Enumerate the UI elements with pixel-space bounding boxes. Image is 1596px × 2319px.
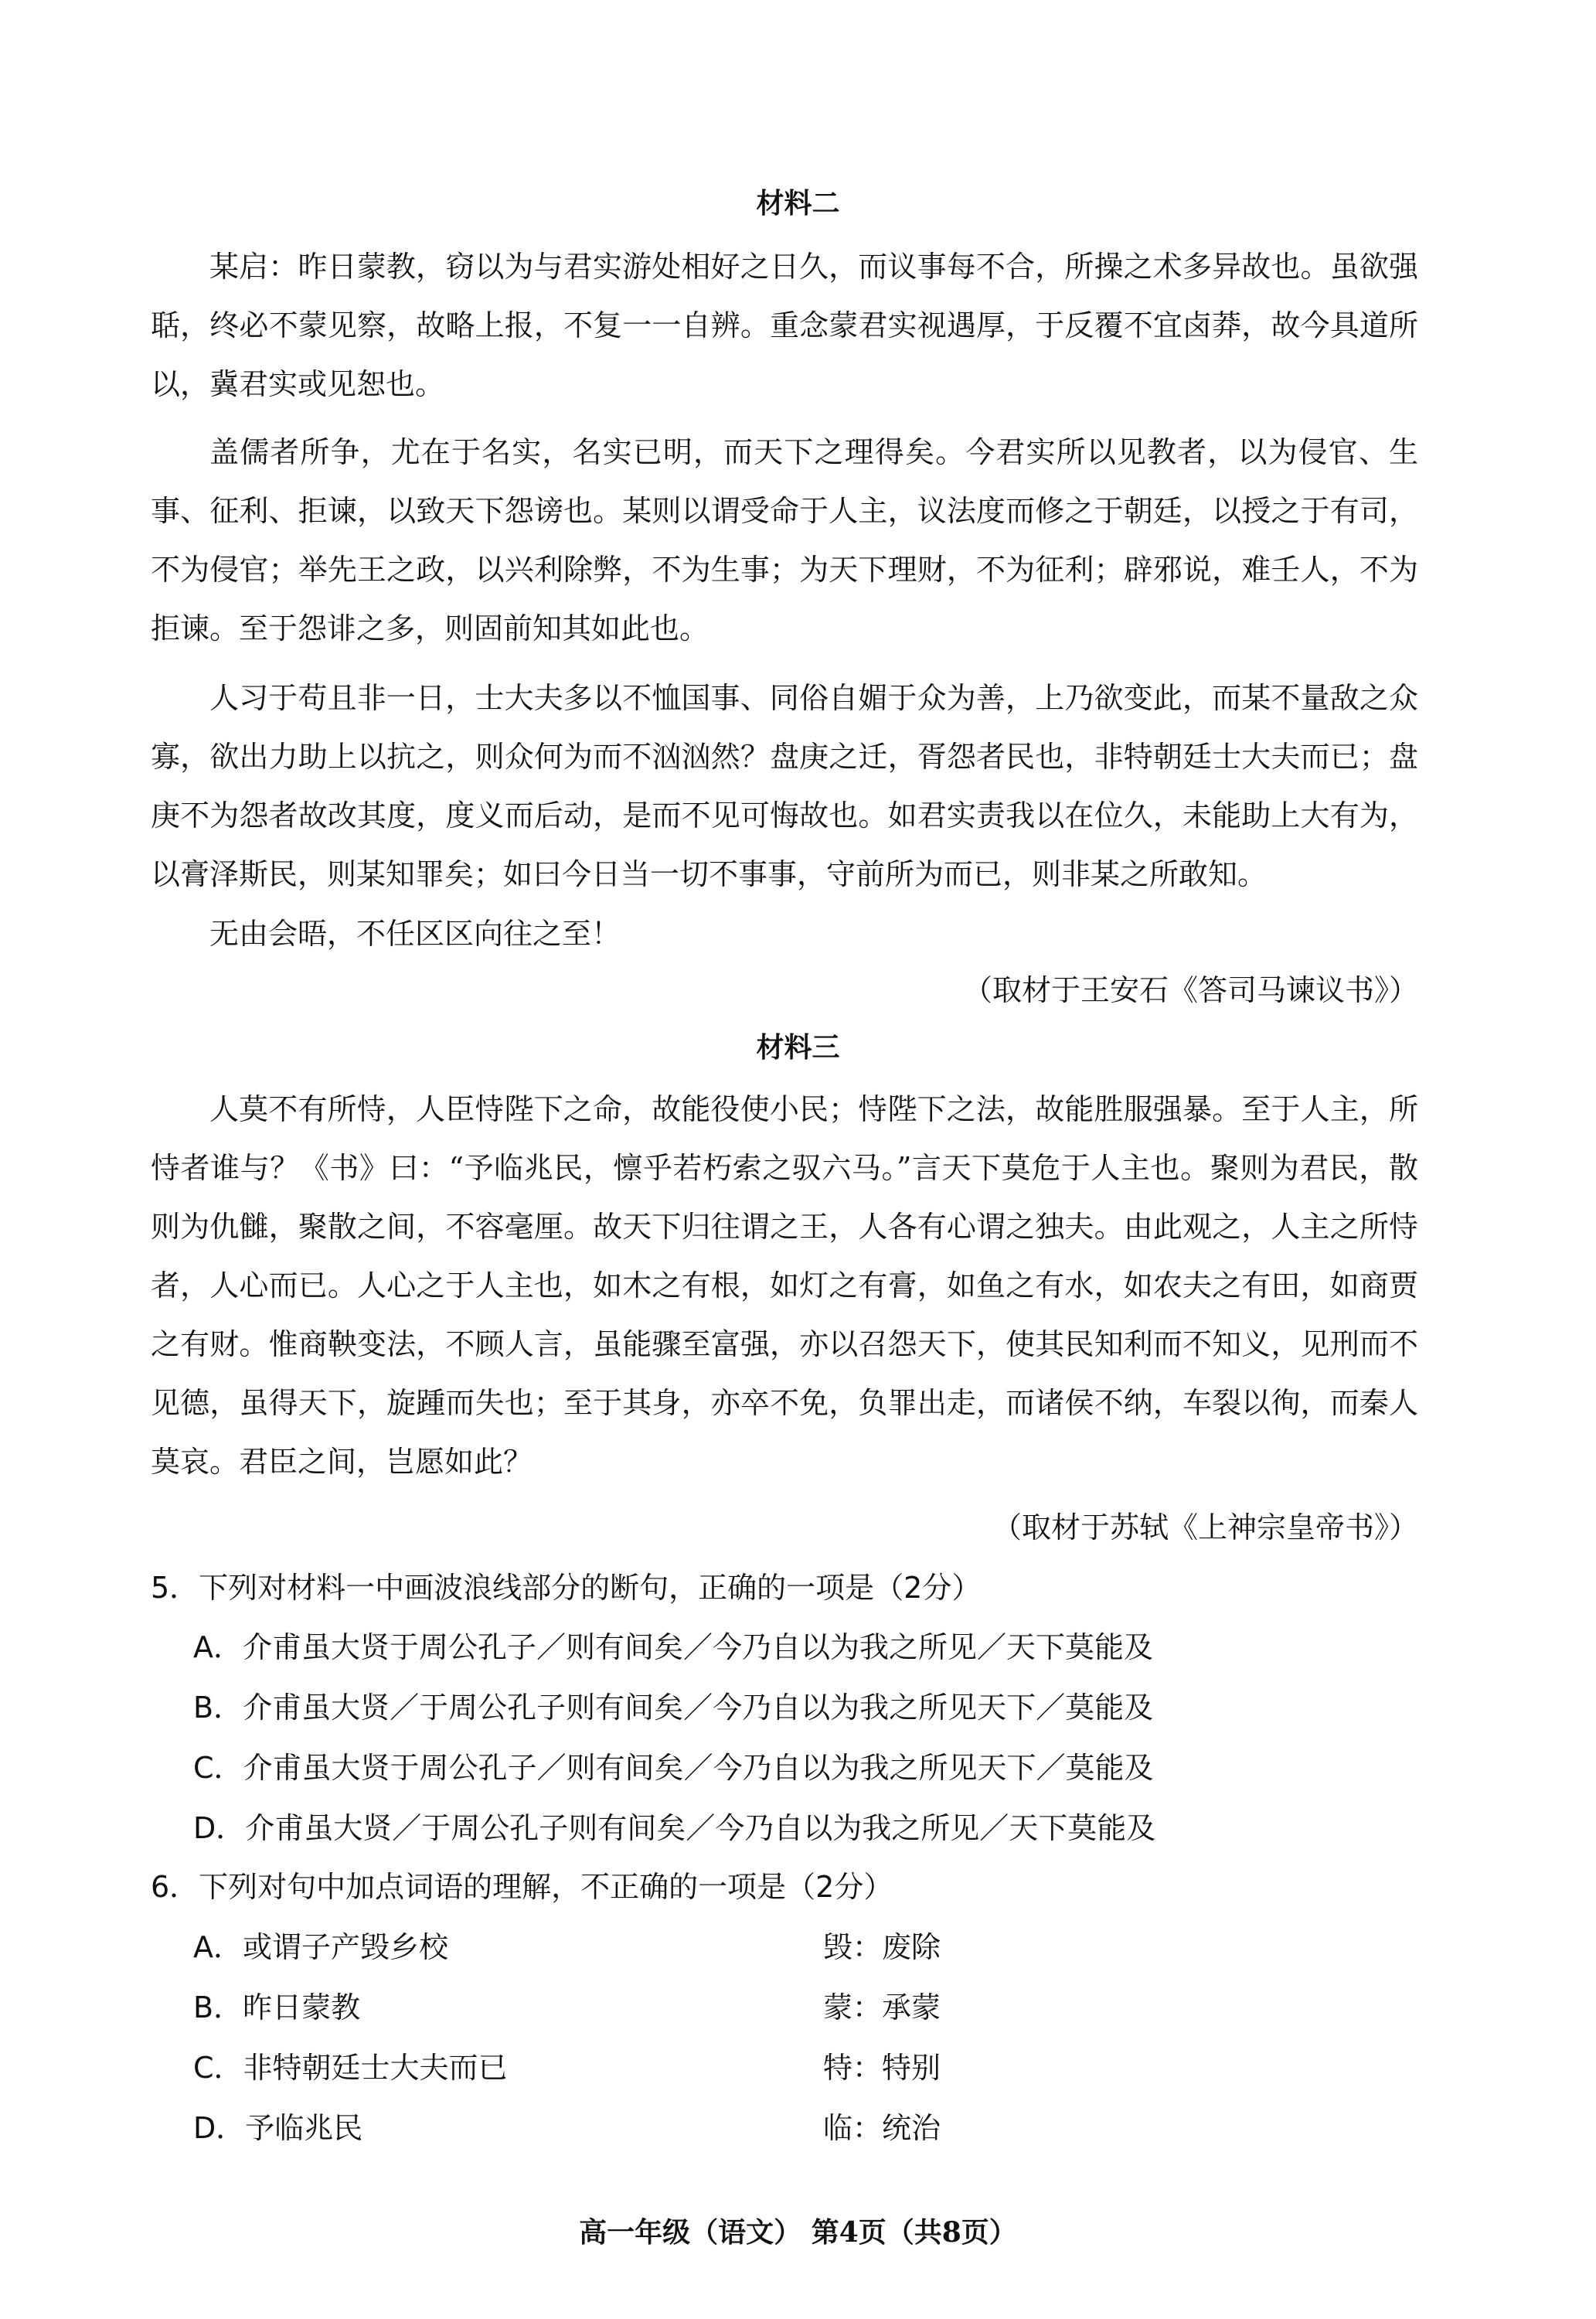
question-6-option-a: A．或谓子产毁乡校 bbox=[193, 1930, 448, 1964]
question-5-option-b: B．介甫虽大贤／于周公孔子则有间矣／今乃自以为我之所见天下／莫能及 bbox=[193, 1691, 1154, 1725]
material2-heading: 材料二 bbox=[756, 187, 840, 220]
question-6-option-d: D．予临兆民 bbox=[193, 2111, 363, 2145]
material2-paragraph-3: 人习于苟且非一日，士大夫多以不恤国事、同俗自媚于众为善，上乃欲变此，而某不量敌之众寡，欲出力助上以抗之，则众何为而不汹汹然？盘庚之迁，胥怨者民也，非特朝廷士大夫而已；盘庚不为怨者故改其度，度义而后动，是而不见可悔故也。如君实责我以在位久，未能助上大有为，以膏泽斯民，则某知罪矣；如曰今日当一切不事事，守前所为而已，则非某之所敢知。 bbox=[151, 681, 1418, 891]
question-5-stem: 5．下列对材料一中画波浪线部分的断句，正确的一项是（2分） bbox=[151, 1571, 982, 1605]
question-6-gloss-a: 毁：废除 bbox=[823, 1930, 941, 1964]
material3-heading: 材料三 bbox=[756, 1031, 840, 1064]
question-6-stem: 6．下列对句中加点词语的理解，不正确的一项是（2分） bbox=[151, 1870, 893, 1904]
page-footer: 高一年级（语文） 第4页（共8页） bbox=[579, 2216, 1017, 2249]
material2-paragraph-2: 盖儒者所争，尤在于名实，名实已明，而天下之理得矣。今君实所以见教者，以为侵官、生事、征利、拒谏，以致天下怨谤也。某则以谓受命于人主，议法度而修之于朝廷，以授之于有司，不为侵官；举先王之政，以兴利除弊，不为生事；为天下理财，不为征利；辟邪说，难壬人，不为拒谏。至于怨诽之多，则固前知其如此也。 bbox=[151, 435, 1418, 645]
question-6-option-c: C．非特朝廷士大夫而已 bbox=[193, 2051, 508, 2085]
question-6-option-b: B．昨日蒙教 bbox=[193, 1990, 361, 2024]
question-5-option-d: D．介甫虽大贤／于周公孔子则有间矣／今乃自以为我之所见／天下莫能及 bbox=[193, 1811, 1156, 1845]
material2-paragraph-1: 某启：昨日蒙教，窃以为与君实游处相好之日久，而议事每不合，所操之术多异故也。虽欲强聒，终必不蒙见察，故略上报，不复一一自辨。重念蒙君实视遇厚，于反覆不宜卤莽，故今具道所以，冀君实或见恕也。 bbox=[151, 250, 1418, 401]
question-6-gloss-c: 特：特别 bbox=[823, 2051, 941, 2085]
question-6-gloss-b: 蒙：承蒙 bbox=[823, 1990, 941, 2024]
question-5-option-c: C．介甫虽大贤于周公孔子／则有间矣／今乃自以为我之所见天下／莫能及 bbox=[193, 1751, 1154, 1785]
material2-source: （取材于王安石《答司马谏议书》） bbox=[962, 973, 1418, 1007]
question-5-option-a: A．介甫虽大贤于周公孔子／则有间矣／今乃自以为我之所见／天下莫能及 bbox=[193, 1630, 1153, 1664]
material3-source: （取材于苏轼《上神宗皇帝书》） bbox=[992, 1510, 1418, 1544]
question-6-gloss-d: 临：统治 bbox=[823, 2111, 941, 2145]
material3-paragraph-1: 人莫不有所恃，人臣恃陛下之命，故能役使小民；恃陛下之法，故能胜服强暴。至于人主，所恃者谁与？《书》曰：“予临兆民，懔乎若朽索之驭六马。”言天下莫危于人主也。聚则为君民，散则为仇雠，聚散之间，不容毫厘。故天下归往谓之王，人各有心谓之独夫。由此观之，人主之所恃者，人心而已。人心之于人主也，如木之有根，如灯之有膏，如鱼之有水，如农夫之有田，如商贾之有财。惟商鞅变法，不顾人言，虽能骤至富强，亦以召怨天下，使其民知利而不知义，见刑而不见德，虽得天下，旋踵而失也；至于其身，亦卒不免，负罪出走，而诸侯不纳，车裂以徇，而秦人莫哀。君臣之间，岂愿如此？ bbox=[151, 1092, 1418, 1479]
material2-paragraph-4: 无由会晤，不任区区向往之至！ bbox=[209, 917, 621, 951]
